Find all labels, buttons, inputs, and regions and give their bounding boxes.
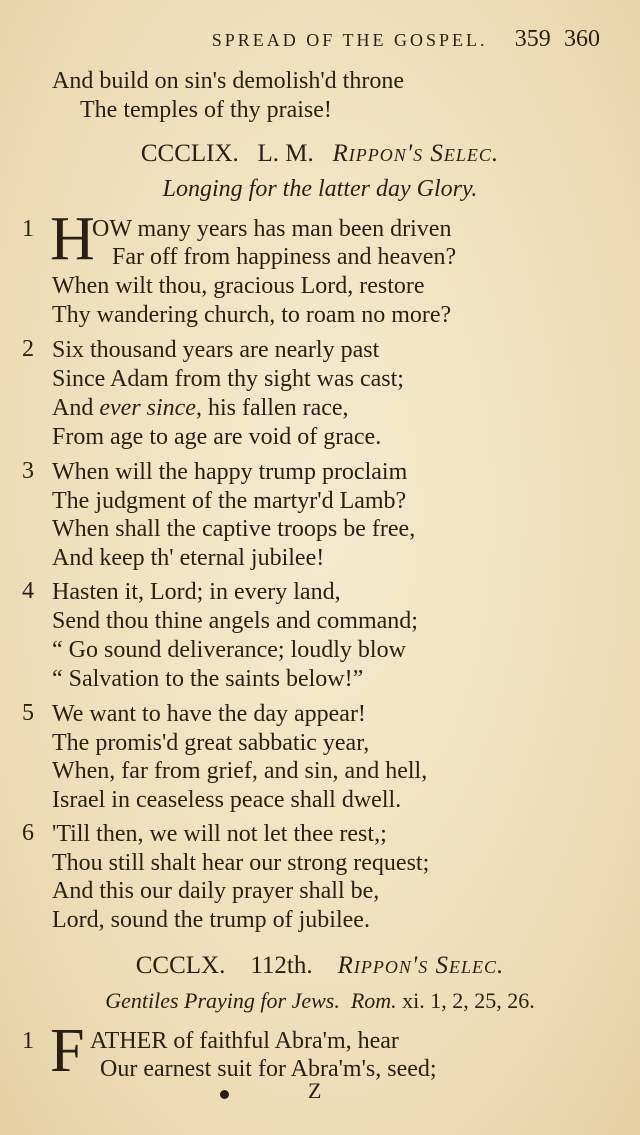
verse-line: When wilt thou, gracious Lord, restore [52, 273, 425, 299]
verse-line: We want to have the day appear! [52, 701, 366, 727]
verse-line: ATHER of faithful Abra'm, hear [90, 1028, 399, 1054]
verse-line: 'Till then, we will not let thee rest,; [52, 821, 387, 847]
drop-cap: H [50, 205, 95, 273]
verse-line: Our earnest suit for Abra'm's, seed; [100, 1056, 437, 1082]
scripture-book: Rom. [350, 988, 397, 1013]
verse-line: When, far from grief, and sin, and hell, [52, 758, 428, 784]
carry-over-line: And build on sin's demolish'd throne [52, 68, 404, 94]
verse-line-rest: , his fallen race, [195, 395, 349, 421]
hymn-subtitle: Longing for the latter day Glory. [162, 176, 478, 202]
verse-line: When shall the captive troops be free, [52, 516, 416, 542]
signature-mark: Z [308, 1078, 322, 1103]
italic-phrase: ever since [99, 395, 196, 421]
verse-line: “ Salvation to the saints below!” [52, 666, 364, 692]
verse-line: “ Go sound deliverance; loudly blow [52, 637, 406, 663]
running-head [0, 26, 600, 53]
stanza-number: 1 [22, 1028, 34, 1054]
stanza-number: 6 [22, 820, 34, 846]
verse-line: Six thousand years are nearly past [52, 337, 380, 363]
hymn-meter: L. M. [257, 140, 314, 167]
hymn-source: Rippon's Selec. [337, 952, 505, 979]
stanza-number: 4 [22, 578, 34, 604]
hymn-number: CCCLX. [135, 952, 226, 979]
verse-line: Thy wandering church, to roam no more? [52, 302, 452, 328]
stanza-number: 2 [22, 336, 34, 362]
verse-line: Hasten it, Lord; in every land, [52, 579, 341, 605]
page-number-left: 359 [514, 26, 551, 52]
verse-line: OW many years has man been driven [92, 216, 452, 242]
verse-line: When will the happy trump proclaim [52, 459, 408, 485]
verse-line-start: And [52, 395, 100, 421]
stanza-number: 1 [22, 216, 34, 242]
verse-line [52, 393, 349, 423]
scripture-reference: xi. 1, 2, 25, 26. [402, 988, 535, 1013]
stanza-number: 5 [22, 700, 34, 726]
hymn-number: CCCLIX. [140, 140, 239, 167]
drop-cap: F [50, 1017, 85, 1085]
printer-mark [220, 1090, 229, 1099]
verse-line: Since Adam from thy sight was cast; [52, 366, 404, 392]
hymn-source: Rippon's Selec. [332, 140, 500, 167]
verse-line: Lord, sound the trump of jubilee. [52, 907, 370, 933]
verse-line: The promis'd great sabbatic year, [52, 730, 370, 756]
verse-line: The judgment of the martyr'd Lamb? [52, 488, 407, 514]
verse-line: Israel in ceaseless peace shall dwell. [52, 787, 402, 813]
verse-line: Send thou thine angels and command; [52, 608, 418, 634]
verse-line: From age to age are void of grace. [52, 424, 382, 450]
verse-line: And this our daily prayer shall be, [52, 878, 380, 904]
hymn-heading [0, 140, 640, 168]
verse-line: Far off from happiness and heaven? [112, 244, 457, 270]
page-number-right: 360 [564, 26, 600, 52]
running-title: SPREAD OF THE GOSPEL. [211, 30, 488, 50]
verse-line: Thou still shalt hear our strong request; [52, 850, 430, 876]
hymn-meter: 112th. [250, 952, 313, 979]
stanza-number: 3 [22, 458, 34, 484]
carry-over-line: The temples of thy praise! [80, 97, 332, 123]
subtitle-text: Gentiles Praying for Jews. [105, 988, 340, 1013]
hymn-subtitle [0, 988, 640, 1014]
hymn-heading [0, 952, 640, 980]
verse-line: And keep th' eternal jubilee! [52, 545, 325, 571]
